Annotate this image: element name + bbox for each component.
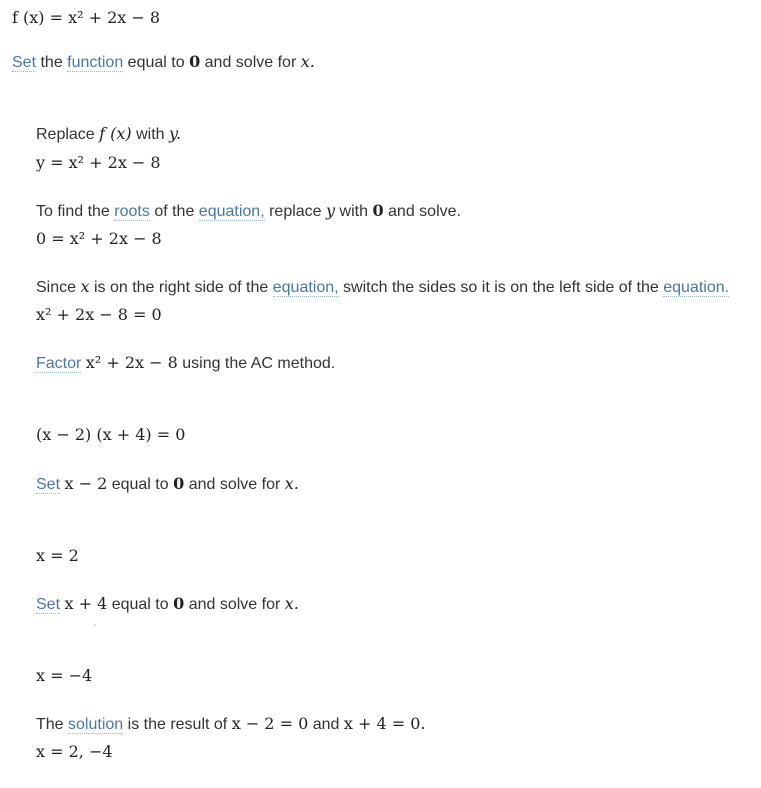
step-text: equal to: [111, 476, 169, 493]
step-text: with: [136, 126, 165, 143]
function-expression: f (x) = x² + 2x − 8: [12, 8, 161, 27]
equation-link[interactable]: equation.: [663, 279, 730, 296]
substep-find-roots: [36, 201, 461, 222]
equation-part-2: x + 4 = 0.: [343, 714, 426, 733]
variable-x: x.: [300, 52, 315, 71]
factored-equation: (x − 2) (x + 4) = 0: [36, 425, 186, 444]
roots-link[interactable]: roots: [114, 203, 150, 220]
substep-replace: [36, 124, 181, 145]
step-set-function-zero: [12, 52, 315, 73]
step-text: and solve for: [204, 54, 297, 71]
step-text: and: [312, 716, 340, 733]
factor-expression: x − 2: [64, 474, 108, 493]
divider-dot: [94, 624, 96, 626]
equation-link[interactable]: equation,: [198, 203, 265, 220]
factor-expression: x + 4: [64, 594, 108, 613]
step-text: equal to: [111, 596, 169, 613]
function-definition: [12, 8, 160, 29]
equation-part-1: x − 2 = 0: [231, 714, 309, 733]
factor-link[interactable]: Factor: [36, 355, 82, 372]
step-text: is the result of: [127, 716, 228, 733]
set-link[interactable]: Set: [36, 476, 61, 493]
factor-expression: x² + 2x − 8: [85, 353, 178, 372]
zero-value: 0: [189, 52, 201, 71]
step-text: equal to: [127, 54, 185, 71]
variable-x: x.: [284, 594, 299, 613]
substep-factor: [36, 353, 335, 374]
step-text: replace: [269, 203, 322, 220]
substep-solve-first: [36, 474, 299, 495]
step-text: using the AC method.: [182, 355, 336, 372]
variable-x: x: [80, 277, 90, 296]
variable-y: y.: [169, 124, 182, 143]
substep-switch-sides: [36, 277, 729, 298]
root-result-1: x = 2: [36, 546, 79, 565]
step-text: and solve.: [388, 203, 461, 220]
step-text: and solve for: [188, 596, 281, 613]
final-solution: x = 2, −4: [36, 742, 113, 761]
step-text: To find the: [36, 203, 110, 220]
step-text: Replace: [36, 126, 95, 143]
step-text: and solve for: [188, 476, 281, 493]
root-result-2: x = −4: [36, 666, 93, 685]
step-text: Since: [36, 279, 77, 296]
step-text: switch the sides so it is on the left side of the: [343, 279, 659, 296]
step-text: The: [36, 716, 64, 733]
variable-y: y: [326, 201, 336, 220]
zero-value: 0: [173, 594, 185, 613]
zero-value: 0: [372, 201, 384, 220]
function-link[interactable]: function: [67, 54, 124, 71]
set-link[interactable]: Set: [36, 596, 61, 613]
step-text: of the: [154, 203, 195, 220]
equation-link[interactable]: equation,: [272, 279, 339, 296]
set-link[interactable]: Set: [12, 54, 37, 71]
substep-solution: [36, 714, 425, 735]
step-text: the: [40, 54, 63, 71]
equation-zero: 0 = x² + 2x − 8: [36, 229, 162, 248]
equation-switched: x² + 2x − 8 = 0: [36, 305, 162, 324]
equation-y: y = x² + 2x − 8: [36, 153, 161, 172]
step-text: is on the right side of the: [93, 279, 269, 296]
step-text: with: [339, 203, 368, 220]
solution-link[interactable]: solution: [68, 716, 124, 733]
variable-x: x.: [284, 474, 299, 493]
zero-value: 0: [173, 474, 185, 493]
substep-solve-second: [36, 594, 299, 615]
function-symbol: f (x): [99, 124, 132, 143]
